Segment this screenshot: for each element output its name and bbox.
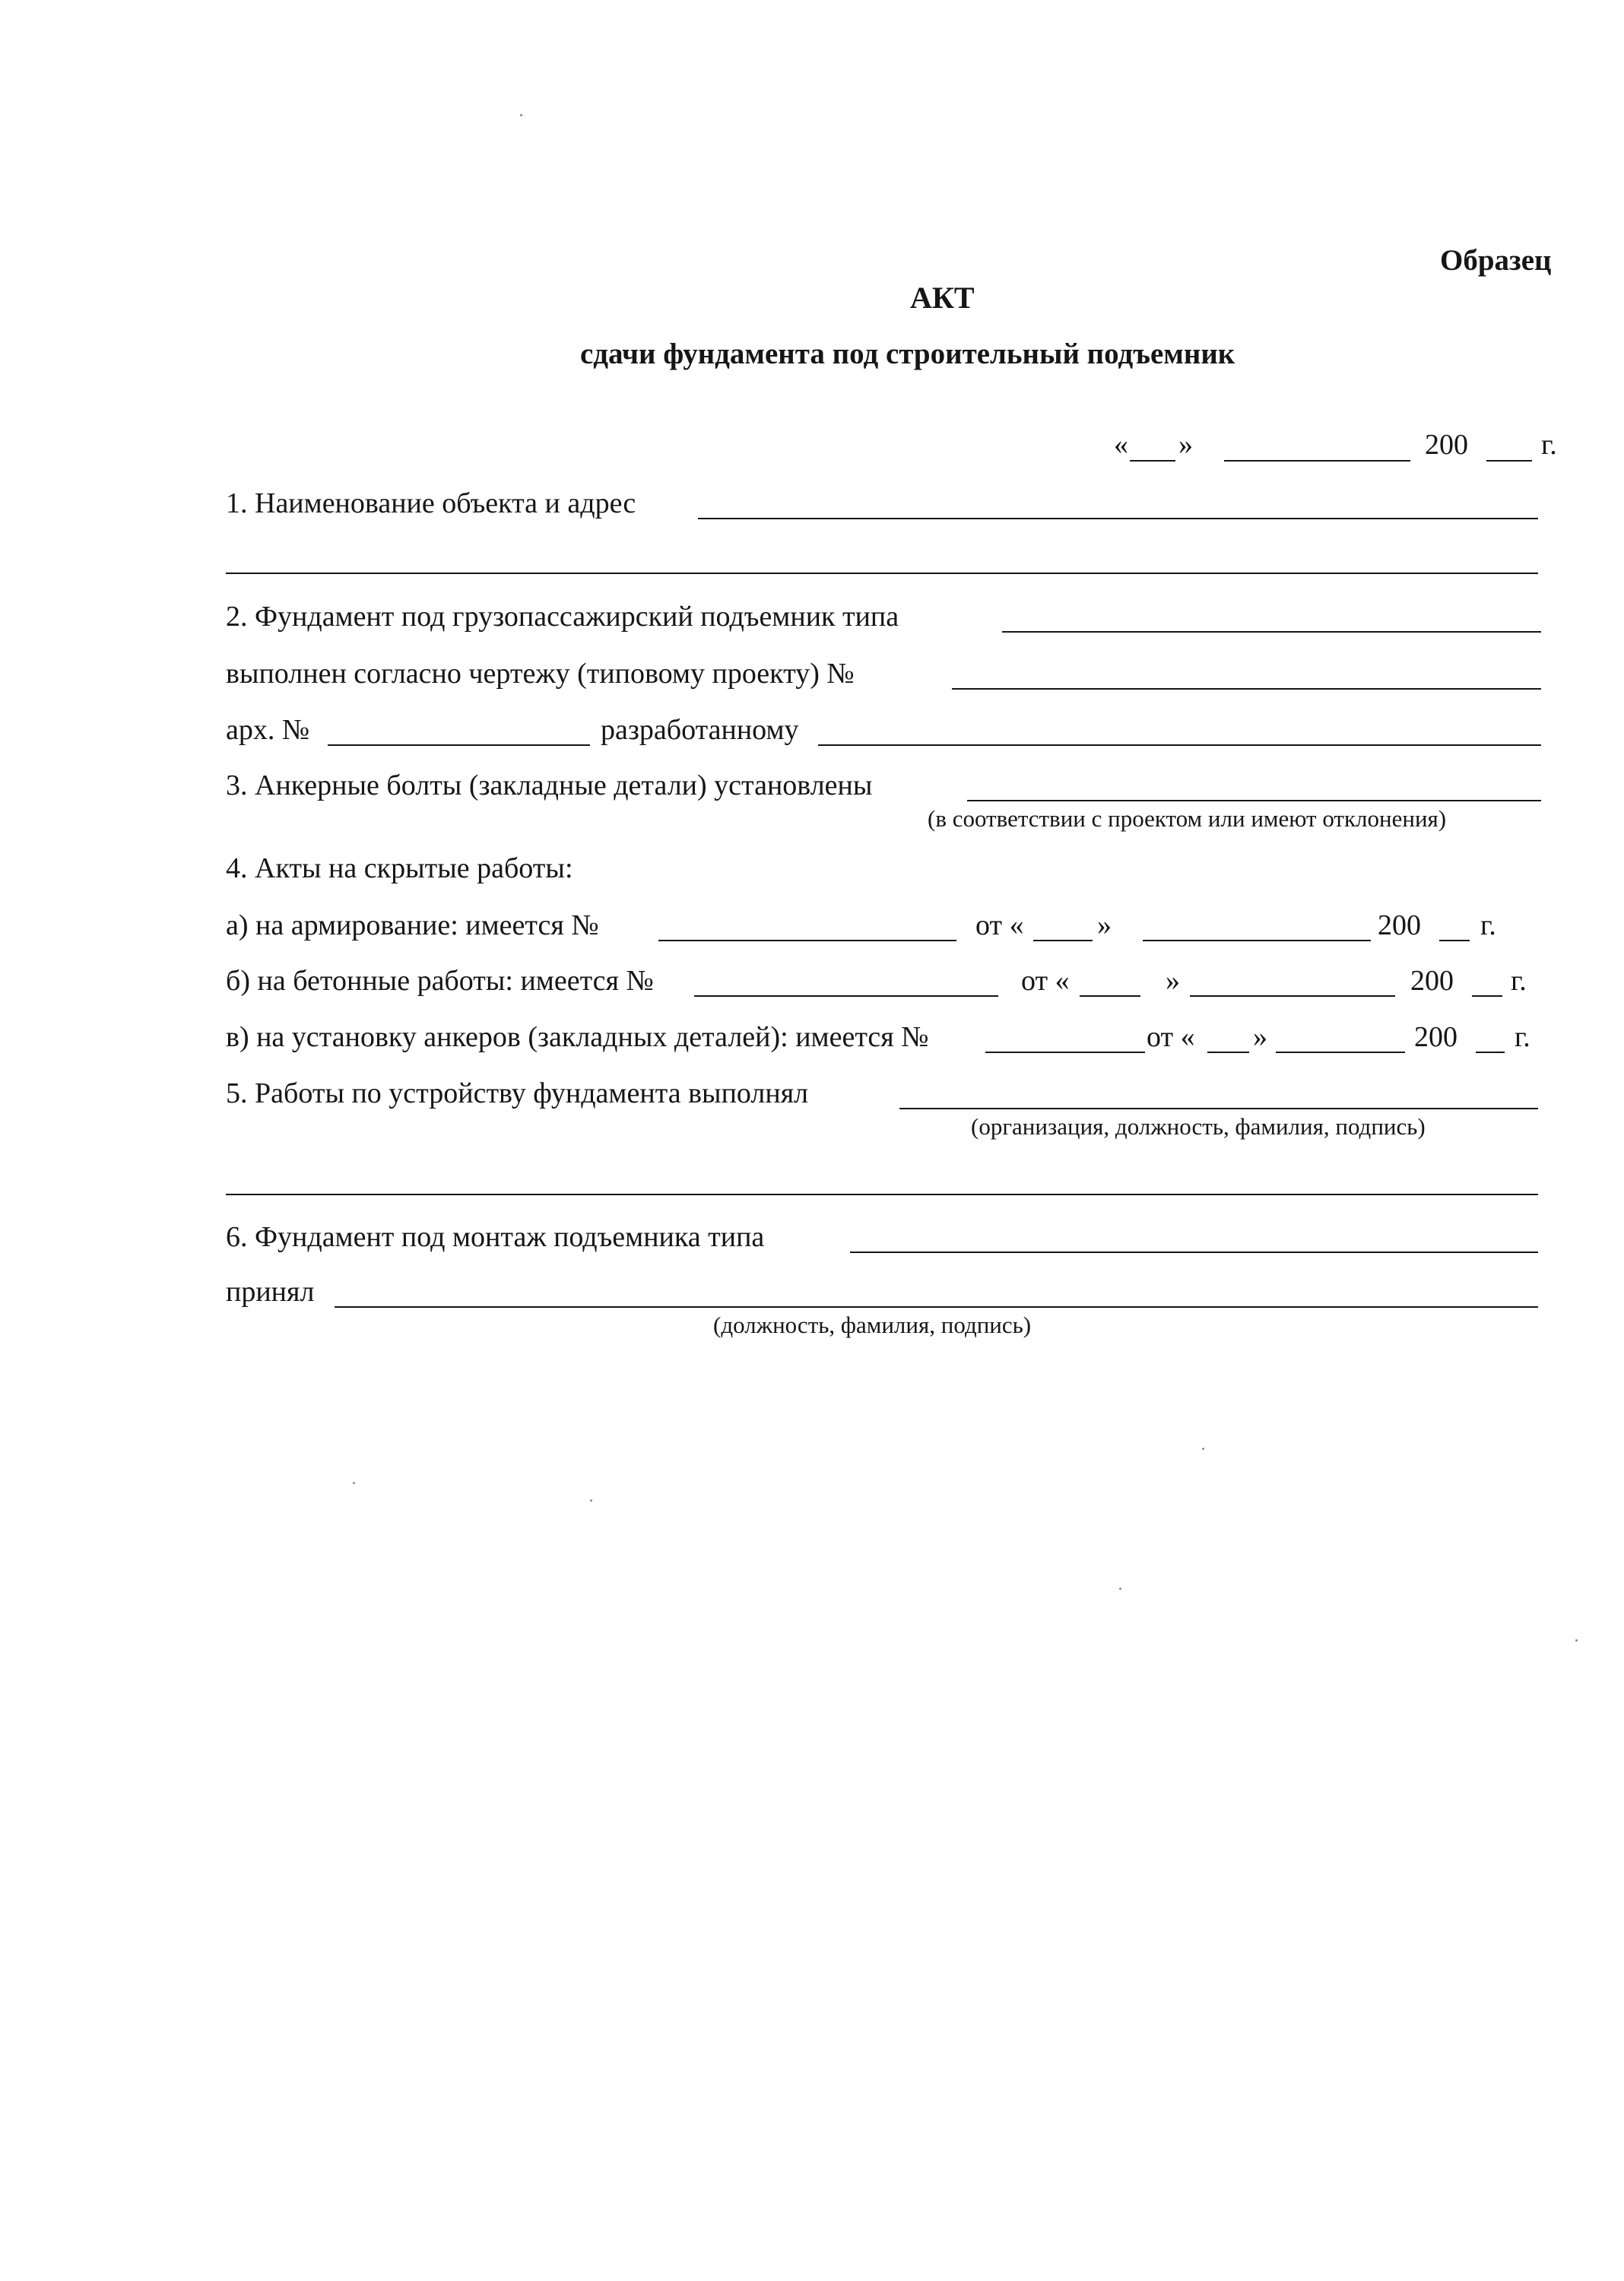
item-4c-year: 200 [1414,1021,1457,1053]
document-subtitle: сдачи фундамента под строительный подъемник [580,338,1235,370]
date-year-suffix: г. [1541,429,1557,461]
archive-number-field[interactable] [328,744,590,746]
item-6-line-1: 6. Фундамент под монтаж подъемника типа [226,1221,765,1253]
item-4a-year-field[interactable] [1439,940,1470,941]
item-4b-day-field[interactable] [1080,995,1140,997]
item-4c-year-suffix: г. [1515,1021,1530,1053]
scan-speckle [1575,1639,1578,1642]
item-4c-label: в) на установку анкеров (закладных деталей): имеется № [226,1021,929,1053]
item-5-label: 5. Работы по устройству фундамента выполнял [226,1077,809,1109]
item-2-line-1: 2. Фундамент под грузопассажирский подъемник типа [226,601,899,633]
item-2-line-2: выполнен согласно чертежу (типовому проекту) № [226,658,855,690]
object-address-field[interactable] [226,573,1538,574]
item-4b-month-field[interactable] [1190,995,1395,997]
item-6-line-2: принял [226,1276,315,1308]
date-year-field[interactable] [1486,460,1532,462]
developer-field[interactable] [818,744,1541,746]
item-4a-month-field[interactable] [1143,940,1371,941]
item-4a-close-quote: » [1097,909,1112,941]
item-4c-year-field[interactable] [1476,1052,1505,1053]
scan-speckle [520,114,522,116]
performer-field[interactable] [899,1108,1538,1109]
date-year-prefix: 200 [1425,429,1468,461]
hoist-type-field[interactable] [1002,631,1541,633]
item-4c-close-quote: » [1253,1021,1267,1053]
item-4a-label: а) на армирование: имеется № [226,909,599,941]
item-4b-year-suffix: г. [1511,965,1527,997]
scan-speckle [353,1482,355,1484]
item-1-label: 1. Наименование объекта и адрес [226,487,636,519]
item-2-line-3-mid: разработанному [601,714,799,746]
date-day-field[interactable] [1130,460,1175,462]
document-title: АКТ [910,281,975,315]
item-2-line-3-prefix: арх. № [226,714,310,746]
sample-label: Образец [1440,244,1552,277]
item-4c-day-field[interactable] [1207,1052,1249,1053]
item-4c-from: от « [1147,1021,1195,1053]
item-4b-from: от « [1021,965,1070,997]
item-4c-number-field[interactable] [985,1052,1145,1053]
anchor-bolts-field[interactable] [967,800,1541,801]
scan-speckle [1119,1588,1121,1590]
accepted-by-field[interactable] [335,1306,1538,1308]
performer-field-continued[interactable] [226,1194,1538,1195]
date-open-quote: « [1114,429,1128,461]
item-4-label: 4. Акты на скрытые работы: [226,852,573,884]
item-4b-year: 200 [1410,965,1454,997]
item-4b-number-field[interactable] [694,995,998,997]
drawing-number-field[interactable] [952,688,1541,690]
object-name-field[interactable] [698,518,1538,519]
item-4a-day-field[interactable] [1033,940,1093,941]
item-3-caption: (в соответствии с проектом или имеют отклонения) [928,805,1447,832]
item-4b-year-field[interactable] [1472,995,1502,997]
date-month-field[interactable] [1224,460,1410,462]
item-6-caption: (должность, фамилия, подпись) [713,1312,1032,1338]
mount-hoist-type-field[interactable] [850,1252,1538,1253]
item-3-label: 3. Анкерные болты (закладные детали) установлены [226,769,873,801]
item-4c-month-field[interactable] [1276,1052,1405,1053]
scan-speckle [1202,1448,1204,1450]
item-5-caption: (организация, должность, фамилия, подпись) [971,1113,1426,1140]
item-4b-close-quote: » [1166,965,1180,997]
item-4b-label: б) на бетонные работы: имеется № [226,965,654,997]
item-4a-year: 200 [1378,909,1421,941]
item-4a-year-suffix: г. [1480,909,1496,941]
item-4a-number-field[interactable] [658,940,956,941]
scan-speckle [590,1499,592,1502]
date-close-quote: » [1178,429,1193,461]
item-4a-from: от « [975,909,1024,941]
